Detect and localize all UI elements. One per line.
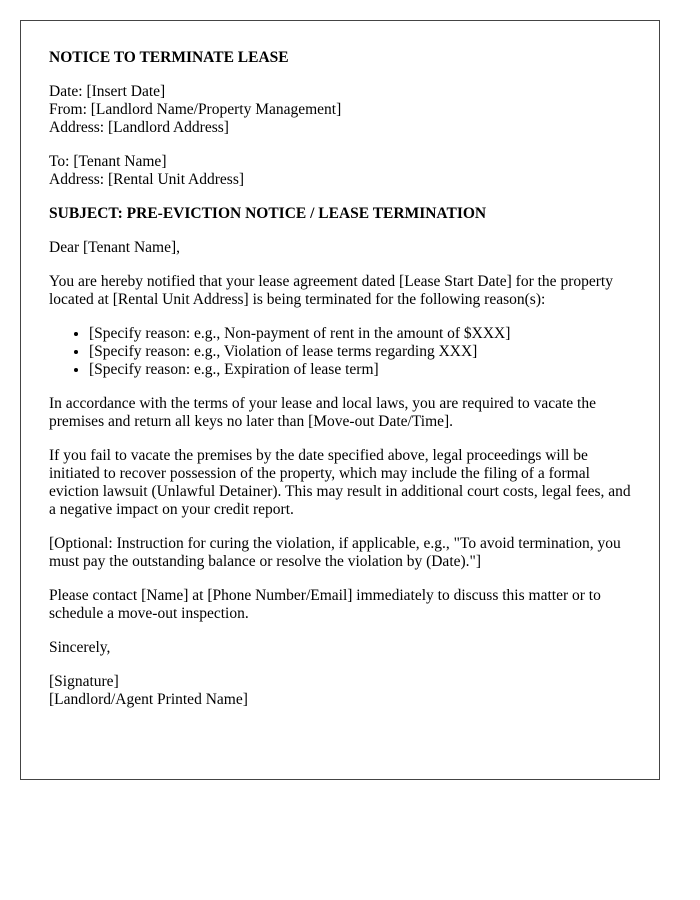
printed-name-line: [Landlord/Agent Printed Name] (49, 691, 248, 708)
signature-line: [Signature] (49, 673, 119, 690)
reason-item: • [Specify reason: e.g., Violation of lease terms regarding XXX] (89, 343, 631, 361)
vacate-paragraph: In accordance with the terms of your lease and local laws, you are required to vacate the premises and return all keys no later than [Move-out Date/Time]. (49, 395, 596, 430)
from-line: From: [Landlord Name/Property Management] (49, 101, 342, 118)
recipient-block (49, 153, 631, 189)
sender-block (49, 83, 631, 137)
reason-item: • [Specify reason: e.g., Expiration of lease term] (89, 361, 631, 379)
optional-paragraph: [Optional: Instruction for curing the violation, if applicable, e.g., "To avoid termination, you must pay the outstanding balance or resolve the violation by (Date)."] (49, 535, 621, 570)
date-line: Date: [Insert Date] (49, 83, 166, 100)
reasons-list (49, 325, 631, 379)
signature-block (49, 673, 631, 709)
salutation: Dear [Tenant Name], (49, 239, 181, 256)
letter-document (20, 20, 660, 780)
to-line: To: [Tenant Name] (49, 153, 167, 170)
recipient-address-line: Address: [Rental Unit Address] (49, 171, 245, 188)
reason-item: • [Specify reason: e.g., Non-payment of rent in the amount of $XXX] (89, 325, 631, 343)
contact-paragraph: Please contact [Name] at [Phone Number/Email] immediately to discuss this matter or to schedule a move-out inspection. (49, 587, 601, 622)
subject-line: SUBJECT: PRE-EVICTION NOTICE / LEASE TERMINATION (49, 205, 487, 222)
intro-paragraph: You are hereby notified that your lease agreement dated [Lease Start Date] for the property located at [Rental Unit Address] is being terminated for the following reason(s): (49, 273, 613, 308)
sender-address-line: Address: [Landlord Address] (49, 119, 229, 136)
document-title: NOTICE TO TERMINATE LEASE (49, 49, 289, 66)
legal-paragraph: If you fail to vacate the premises by the date specified above, legal proceedings will be initiated to recover possession of the property, which may include the filing of a formal eviction lawsuit (Unlawful Detainer). This may result in additional court costs, legal fees, and a negative impact on your credit report. (49, 447, 631, 518)
closing: Sincerely, (49, 639, 111, 656)
